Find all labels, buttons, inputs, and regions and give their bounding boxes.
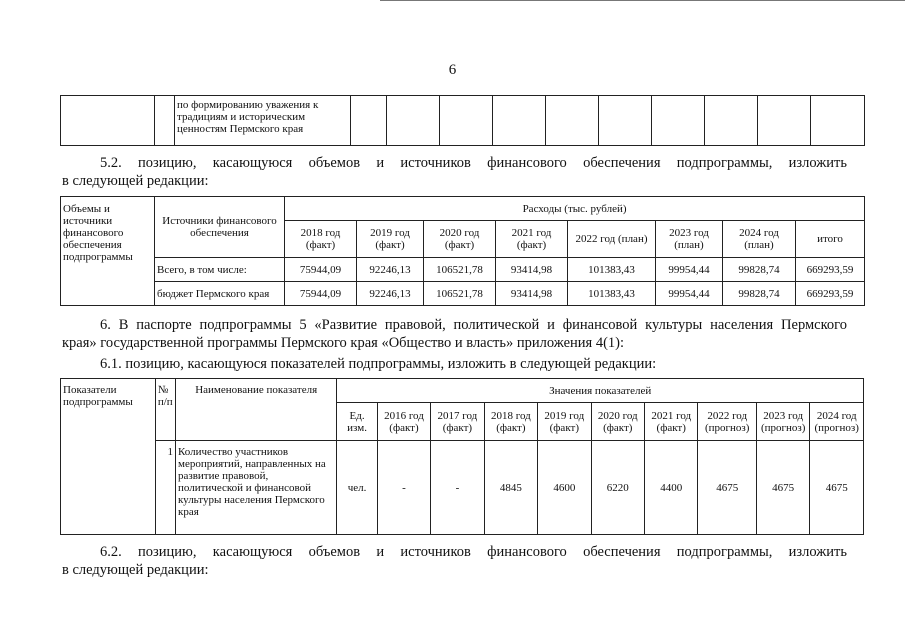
section-6 xyxy=(62,316,847,352)
value-cell: 99828,74 xyxy=(723,258,796,282)
indicator-name: Количество участников мероприятий, направленных на развитие правовой, политической и финансовой культуры населения Пермского края xyxy=(175,441,336,535)
year-header: итого xyxy=(796,221,865,258)
value-cell: 4675 xyxy=(756,441,809,535)
table-row xyxy=(61,441,864,535)
value-cell: 669293,59 xyxy=(796,258,865,282)
row-label: Всего, в том числе: xyxy=(155,258,285,282)
row-number: 1 xyxy=(155,441,175,535)
section-6-2-line1: 6.2. позицию, касающуюся объемов и источников финансового обеспечения подпрограммы, изложить xyxy=(100,544,847,560)
value-cell: 106521,78 xyxy=(424,282,496,306)
year-header: 2023 год (план) xyxy=(656,221,723,258)
year-header: 2018 год (факт) xyxy=(285,221,357,258)
value-cell: 6220 xyxy=(591,441,644,535)
value-cell: 4675 xyxy=(810,441,864,535)
section-6-1: 6.1. позицию, касающуюся показателей подпрограммы, изложить в следующей редакции: xyxy=(100,356,657,372)
value-cell: - xyxy=(431,441,484,535)
value-cell: - xyxy=(377,441,430,535)
value-cell: 101383,43 xyxy=(568,282,656,306)
year-header: 2020 год (факт) xyxy=(424,221,496,258)
year-header: 2018 год (факт) xyxy=(484,403,537,441)
table-row xyxy=(61,258,865,282)
sources-header: Источники финансового обеспечения xyxy=(155,197,285,258)
year-header: 2024 год (прогноз) xyxy=(810,403,864,441)
year-header: 2021 год (факт) xyxy=(496,221,568,258)
value-cell: 75944,09 xyxy=(285,258,357,282)
value-cell: 93414,98 xyxy=(496,282,568,306)
num-header: № п/п xyxy=(155,379,175,441)
section-6-2-line2: в следующей редакции: xyxy=(62,562,209,578)
value-cell: 4600 xyxy=(538,441,591,535)
section-5-2-line1: 5.2. позицию, касающуюся объемов и источников финансового обеспечения подпрограммы, изложить xyxy=(100,155,847,171)
year-header: 2017 год (факт) xyxy=(431,403,484,441)
value-cell: 99828,74 xyxy=(723,282,796,306)
table-continuation xyxy=(60,95,865,146)
value-cell: 75944,09 xyxy=(285,282,357,306)
section-6-2 xyxy=(62,543,847,579)
table-row xyxy=(61,282,865,306)
year-header: 2022 год (прогноз) xyxy=(698,403,757,441)
cell-empty xyxy=(155,96,175,146)
value-cell: 93414,98 xyxy=(496,258,568,282)
financing-rowhead: Объемы и источники финансового обеспечения подпрограммы xyxy=(61,197,155,306)
unit-cell: чел. xyxy=(337,441,377,535)
year-header: 2022 год (план) xyxy=(568,221,656,258)
top-rule xyxy=(380,0,905,1)
page-number: 6 xyxy=(448,62,457,78)
year-header: 2019 год (факт) xyxy=(538,403,591,441)
value-cell: 4400 xyxy=(645,441,698,535)
year-header: 2021 год (факт) xyxy=(645,403,698,441)
value-cell: 106521,78 xyxy=(424,258,496,282)
value-cell: 92246,13 xyxy=(357,282,424,306)
expenses-header: Расходы (тыс. рублей) xyxy=(285,197,865,221)
name-header: Наименование показателя xyxy=(175,379,336,441)
section-5-2-line2: в следующей редакции: xyxy=(62,173,209,189)
table0-text: по формированию уважения к традициям и историческим ценностям Пермского края xyxy=(175,96,351,146)
row-label: бюджет Пермского края xyxy=(155,282,285,306)
value-cell: 92246,13 xyxy=(357,258,424,282)
value-cell: 99954,44 xyxy=(656,258,723,282)
value-cell: 4675 xyxy=(698,441,757,535)
year-header: 2019 год (факт) xyxy=(357,221,424,258)
year-header: 2020 год (факт) xyxy=(591,403,644,441)
year-header: 2024 год (план) xyxy=(723,221,796,258)
indicators-rowhead: Показатели подпрограммы xyxy=(61,379,156,535)
unit-header: Ед. изм. xyxy=(337,403,377,441)
value-cell: 669293,59 xyxy=(796,282,865,306)
table-indicators xyxy=(60,378,864,535)
table-financing xyxy=(60,196,865,306)
cell-empty xyxy=(61,96,155,146)
section-6-line2: края» государственной программы Пермского края «Общество и власть» приложения 4(1): xyxy=(62,335,625,351)
year-header: 2023 год (прогноз) xyxy=(756,403,809,441)
values-header: Значения показателей xyxy=(337,379,864,403)
section-5-2 xyxy=(62,154,847,190)
section-6-line1: 6. В паспорте подпрограммы 5 «Развитие правовой, политической и финансовой культуры населения Пермского xyxy=(100,317,847,333)
year-header: 2016 год (факт) xyxy=(377,403,430,441)
value-cell: 4845 xyxy=(484,441,537,535)
value-cell: 99954,44 xyxy=(656,282,723,306)
value-cell: 101383,43 xyxy=(568,258,656,282)
